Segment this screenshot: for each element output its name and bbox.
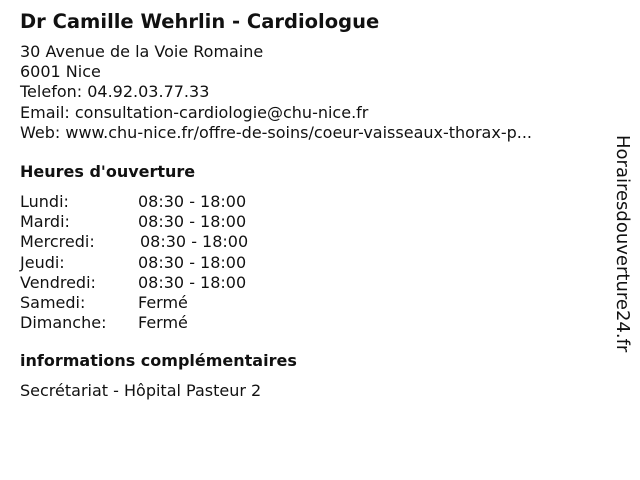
opening-hours-title: Heures d'ouverture	[20, 162, 196, 182]
day-label: Samedi:	[20, 293, 86, 313]
day-hours: 08:30 - 18:00	[138, 212, 247, 232]
day-hours: Fermé	[138, 313, 188, 333]
hours-row-saturday	[20, 293, 600, 313]
additional-info-text: Secrétariat - Hôpital Pasteur 2	[20, 381, 262, 401]
day-label: Lundi:	[20, 192, 69, 212]
day-hours: Fermé	[138, 293, 188, 313]
day-label: Mercredi:	[20, 232, 95, 252]
email-address[interactable]: Email: consultation-cardiologie@chu-nice.fr	[20, 102, 369, 122]
day-hours: 08:30 - 18:00	[138, 272, 247, 292]
business-name: Dr Camille Wehrlin - Cardiologue	[20, 10, 380, 33]
hours-row-wednesday	[20, 232, 600, 252]
day-label: Vendredi:	[20, 272, 96, 292]
opening-hours-table	[20, 192, 600, 333]
day-label: Dimanche:	[20, 313, 107, 333]
hours-row-monday	[20, 192, 600, 212]
hours-row-tuesday	[20, 212, 600, 232]
contact-block	[20, 42, 600, 143]
day-label: Jeudi:	[20, 252, 65, 272]
day-hours: 08:30 - 18:00	[138, 192, 247, 212]
day-label: Mardi:	[20, 212, 70, 232]
day-hours: 08:30 - 18:00	[140, 232, 249, 252]
business-card	[20, 10, 600, 401]
hours-row-friday	[20, 273, 600, 293]
phone-number[interactable]: Telefon: 04.92.03.77.33	[20, 82, 210, 102]
additional-info-title: informations complémentaires	[20, 351, 297, 371]
day-hours: 08:30 - 18:00	[138, 252, 247, 272]
address-street: 30 Avenue de la Voie Romaine	[20, 42, 264, 61]
site-watermark: Horairesdouverture24.fr	[612, 135, 633, 353]
hours-row-thursday	[20, 253, 600, 273]
address-city: 6001 Nice	[20, 62, 101, 82]
hours-row-sunday	[20, 313, 600, 333]
website-link[interactable]: Web: www.chu-nice.fr/offre-de-soins/coeur-vaisseaux-thorax-p...	[20, 122, 532, 142]
